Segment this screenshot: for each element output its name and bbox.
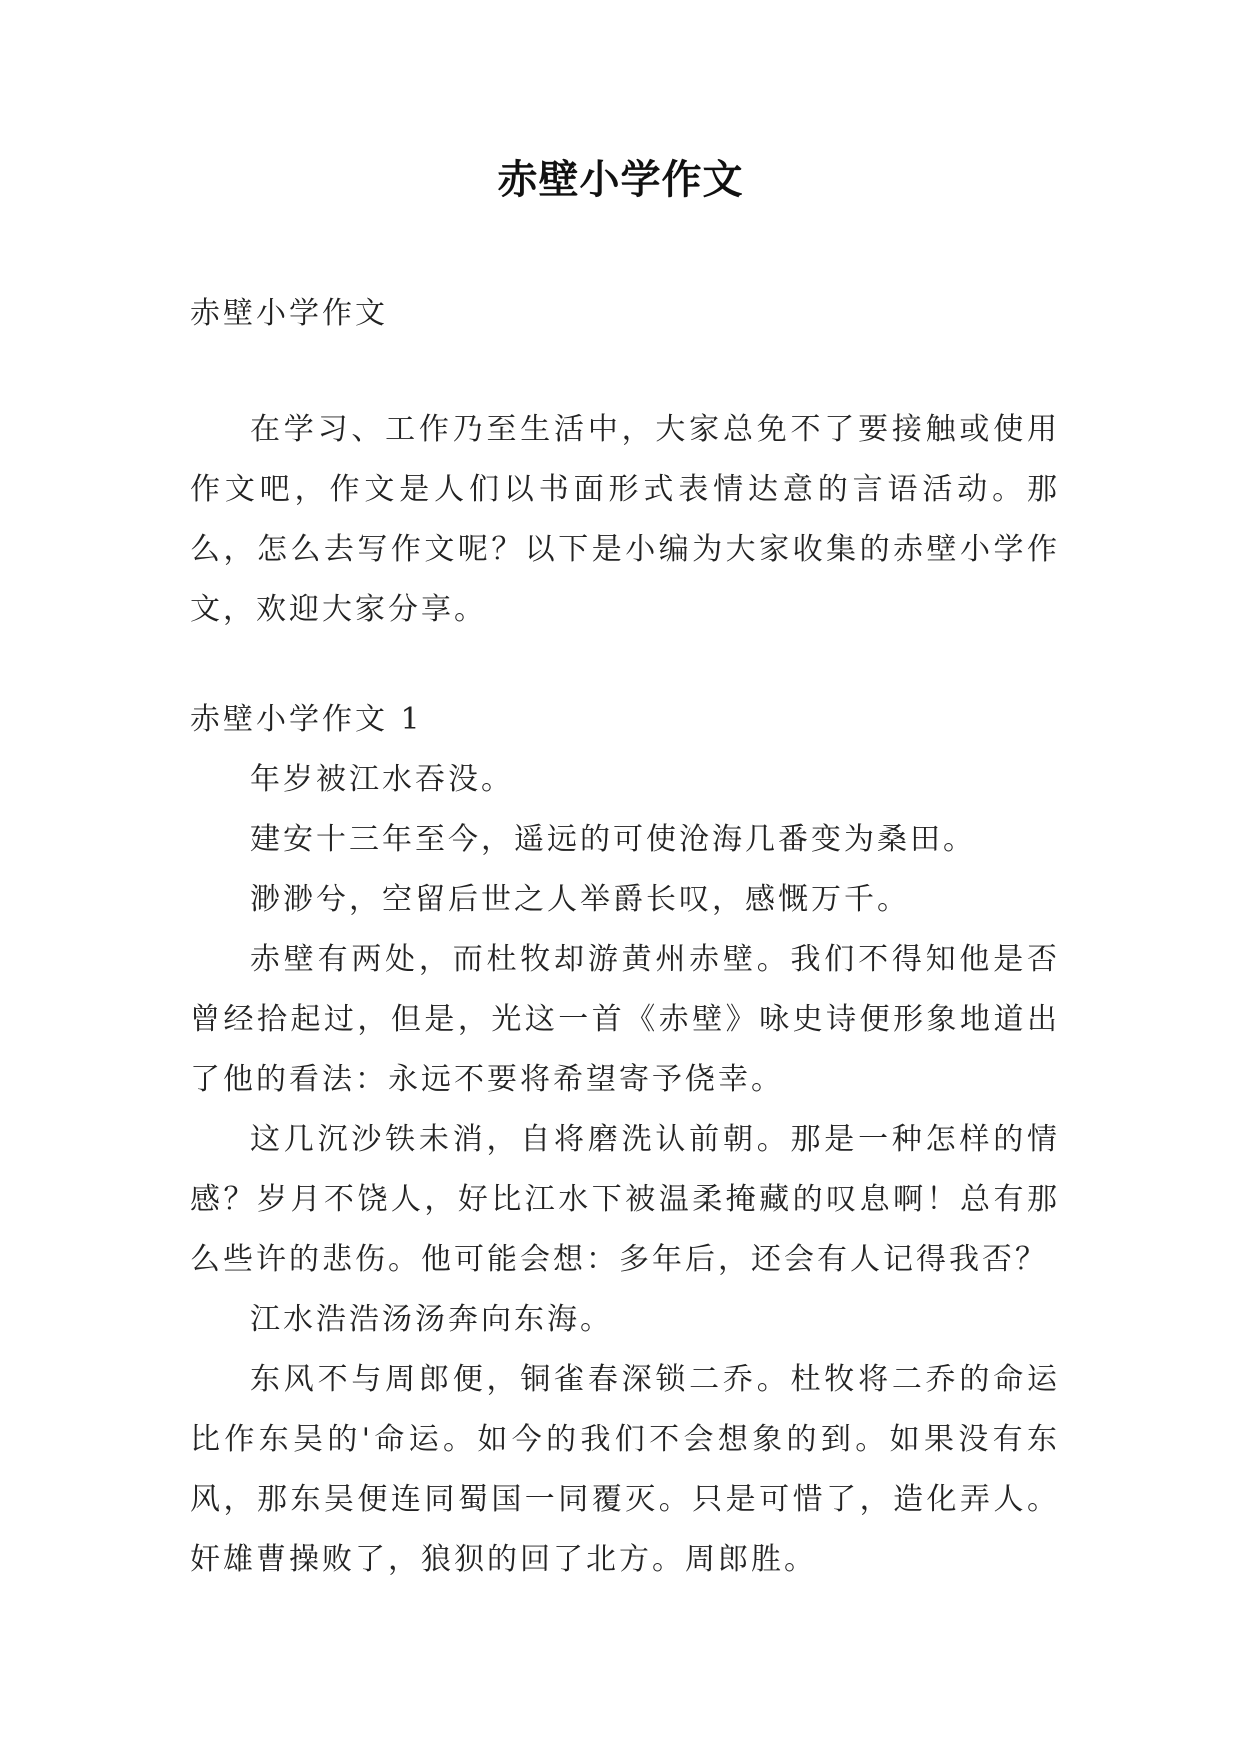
essay-paragraph: 这几沉沙铁未消，自将磨洗认前朝。那是一种怎样的情感？岁月不饶人，好比江水下被温柔掩藏的叹息啊！总有那么些许的悲伤。他可能会想：多年后，还会有人记得我否？ (190, 1122, 1060, 1277)
document-title: 赤壁小学作文 (497, 157, 744, 203)
essay-paragraph: 建安十三年至今，遥远的可使沧海几番变为桑田。 (250, 822, 976, 857)
intro-paragraph (190, 400, 1060, 640)
section-heading: 赤壁小学作文 1 (190, 702, 423, 737)
essay-section (190, 690, 1060, 1590)
essay-paragraph: 年岁被江水吞没。 (250, 762, 514, 797)
essay-paragraph: 渺渺兮，空留后世之人举爵长叹，感慨万千。 (250, 882, 910, 917)
intro-text: 在学习、工作乃至生活中，大家总免不了要接触或使用作文吧，作文是人们以书面形式表情达意的言语活动。那么，怎么去写作文呢？以下是小编为大家收集的赤壁小学作文，欢迎大家分享。 (190, 412, 1060, 627)
essay-paragraph: 赤壁有两处，而杜牧却游黄州赤壁。我们不得知他是否曾经拾起过，但是，光这一首《赤壁》咏史诗便形象地道出了他的看法：永远不要将希望寄予侥幸。 (190, 942, 1060, 1097)
essay-paragraph: 东风不与周郎便，铜雀春深锁二乔。杜牧将二乔的命运比作东吴的'命运。如今的我们不会想象的到。如果没有东风，那东吴便连同蜀国一同覆灭。只是可惜了，造化弄人。奸雄曹操败了，狼狈的回了北方。周郎胜。 (190, 1362, 1060, 1577)
document-subtitle: 赤壁小学作文 (190, 296, 388, 331)
essay-paragraph: 江水浩浩汤汤奔向东海。 (250, 1302, 613, 1337)
